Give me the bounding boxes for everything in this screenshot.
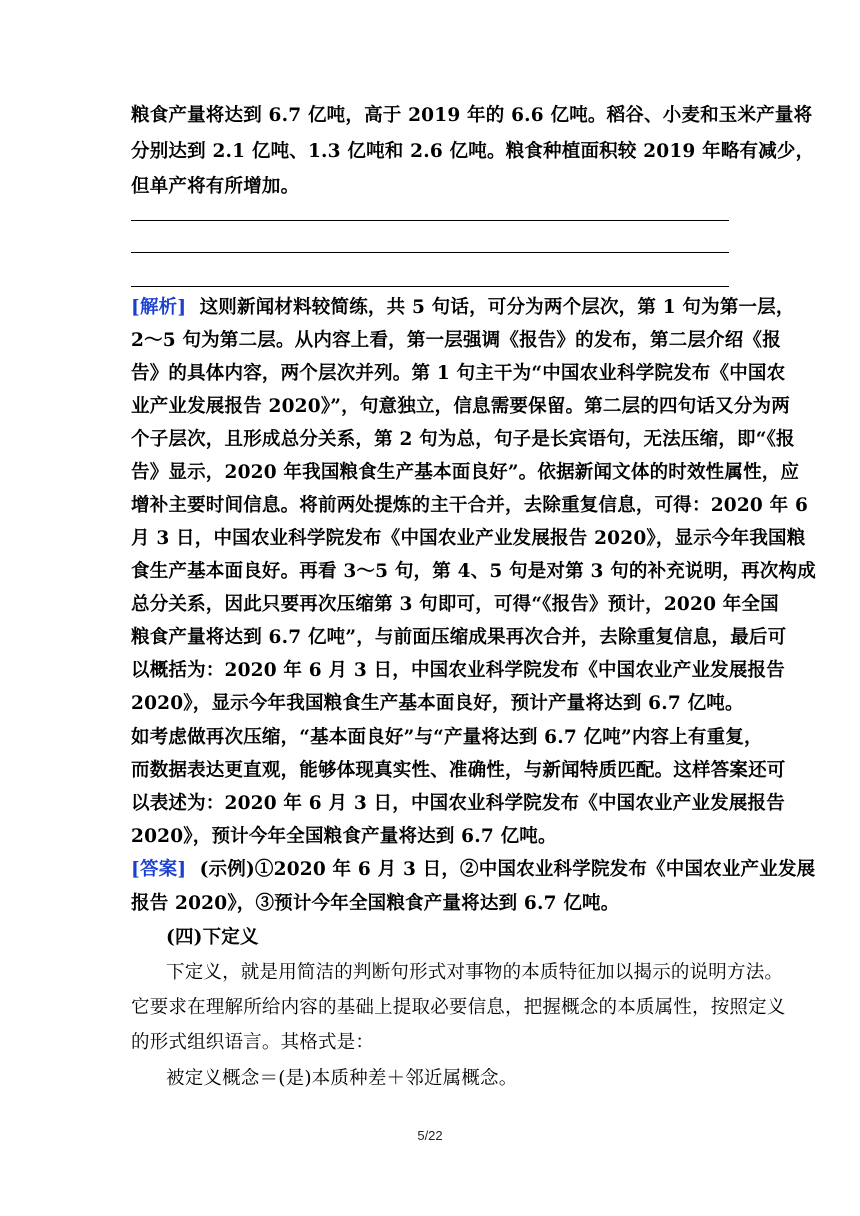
analysis-line: 以概括为：2020 年 6 月 3 日，中国农业科学院发布《中国农业产业发展报告 [131, 660, 785, 681]
intro-line: 分别达到 2.1 亿吨、1.3 亿吨和 2.6 亿吨。粮食种植面积较 2019 年略有减少， [131, 141, 815, 162]
analysis-tag: [解析] [131, 297, 187, 318]
analysis-line: 如考虑做再次压缩，“基本面良好”与“产量将达到 6.7 亿吨”内容上有重复， [131, 727, 763, 748]
analysis-text: 这则新闻材料较简练，共 5 句话，可分为两个层次，第 1 句为第一层， [199, 297, 795, 318]
analysis-line: 告》的具体内容，两个层次并列。第 1 句主干为“中国农业科学院发布《中国农 [131, 363, 786, 384]
analysis-line: 总分关系，因此只要再次压缩第 3 句即可，可得“《报告》预计，2020 年全国 [131, 594, 779, 615]
answer-blank-rule [131, 220, 729, 221]
analysis-line: 个子层次，且形成总分关系，第 2 句为总，句子是长宾语句，无法压缩，即“《报 [131, 429, 795, 450]
definition-formula: 被定义概念＝(是)本质种差＋邻近属概念。 [166, 1068, 518, 1089]
page-number: 5/22 [417, 1128, 443, 1143]
definition-line: 的形式组织语言。其格式是： [131, 1032, 375, 1053]
answer-blank-rule [131, 286, 729, 287]
definition-line: 下定义，就是用简洁的判断句形式对事物的本质特征加以揭示的说明方法。 [166, 962, 784, 983]
analysis-line: 粮食产量将达到 6.7 亿吨”，与前面压缩成果再次合并，去除重复信息，最后可 [131, 627, 787, 648]
answer-text: (示例)①2020 年 6 月 3 日，②中国农业科学院发布《中国农业产业发展 [199, 859, 816, 880]
section-heading: (四)下定义 [166, 927, 259, 948]
analysis-line: 增补主要时间信息。将前两处提炼的主干合并，去除重复信息，可得：2020 年 6 [131, 495, 809, 516]
analysis-line: 而数据表达更直观，能够体现真实性、准确性，与新闻特质匹配。这样答案还可 [131, 760, 786, 781]
analysis-line: 告》显示，2020 年我国粮食生产基本面良好”。依据新闻文体的时效性属性，应 [131, 462, 800, 483]
definition-line: 它要求在理解所给内容的基础上提取必要信息，把握概念的本质属性，按照定义 [131, 997, 786, 1018]
answer-blank-rule [131, 252, 729, 253]
answer-tag: [答案] [131, 859, 187, 880]
analysis-line: 业产业发展报告 2020》”，句意独立，信息需要保留。第二层的四句话又分为两 [131, 396, 790, 417]
analysis-line: 以表述为：2020 年 6 月 3 日，中国农业科学院发布《中国农业产业发展报告 [131, 793, 785, 814]
analysis-line: 2～5 句为第二层。从内容上看，第一层强调《报告》的发布，第二层介绍《报 [131, 330, 781, 351]
intro-line: 但单产将有所增加。 [131, 176, 300, 197]
analysis-line: 2020》，显示今年我国粮食生产基本面良好，预计产量将达到 6.7 亿吨。 [131, 693, 744, 714]
answer-line: 报告 2020》，③预计今年全国粮食产量将达到 6.7 亿吨。 [131, 893, 620, 914]
analysis-line-first [131, 296, 795, 320]
analysis-line: 月 3 日，中国农业科学院发布《中国农业产业发展报告 2020》，显示今年我国粮 [131, 528, 806, 549]
analysis-line: 食生产基本面良好。再看 3～5 句，第 4、5 句是对第 3 句的补充说明，再次构成 [131, 561, 816, 582]
analysis-line: 2020》，预计今年全国粮食产量将达到 6.7 亿吨。 [131, 826, 557, 847]
intro-line: 粮食产量将达到 6.7 亿吨，高于 2019 年的 6.6 亿吨。稻谷、小麦和玉米产量将 [131, 105, 813, 126]
answer-line-first [131, 858, 816, 882]
